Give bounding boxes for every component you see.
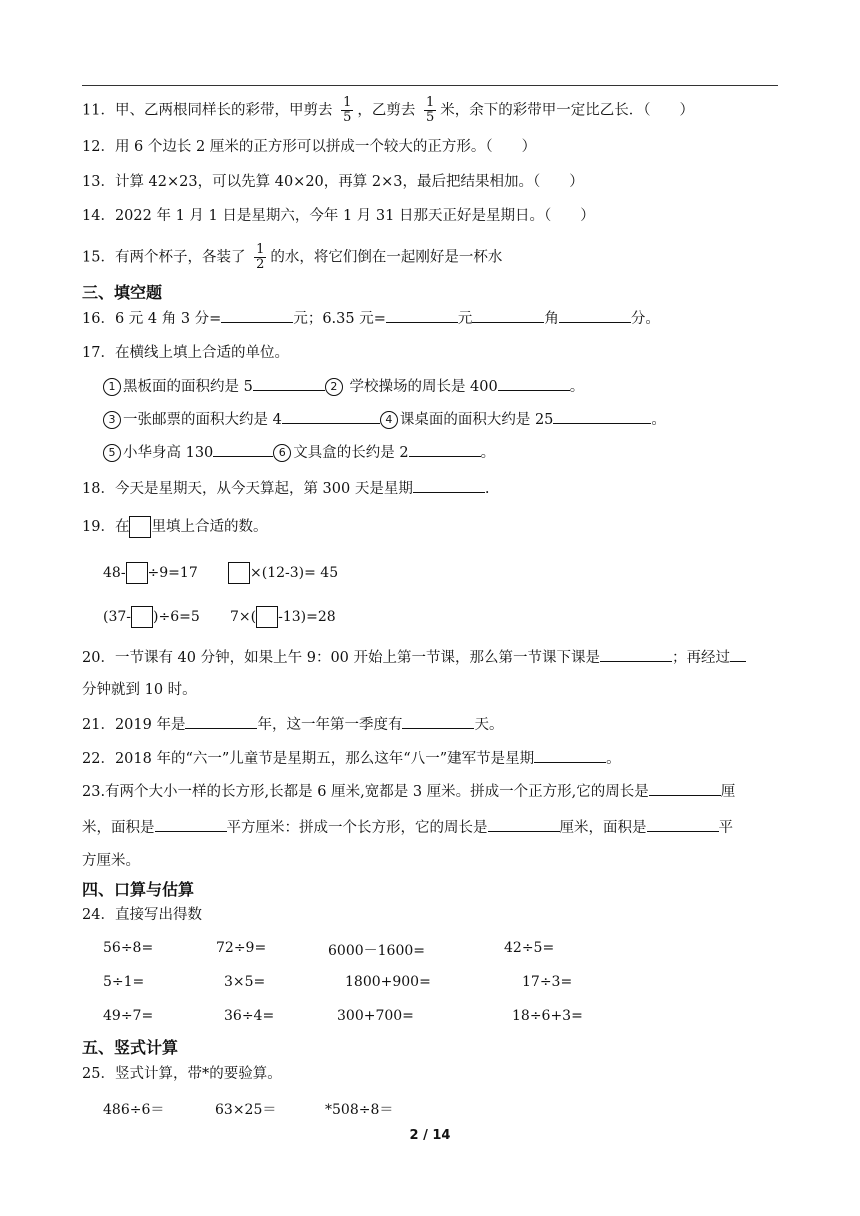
section-5-heading: 五、竖式计算 <box>82 1038 179 1057</box>
q11-text-b: ，乙剪去 <box>357 102 416 119</box>
question-21 <box>82 714 503 735</box>
q20-blank-2[interactable] <box>730 647 746 662</box>
q23-blank-3[interactable] <box>488 817 560 832</box>
q21-blank-2[interactable] <box>402 714 474 729</box>
q17-item-5: 小华身高 130 <box>123 445 214 461</box>
answer-box <box>129 516 151 538</box>
q21-text-c: 天。 <box>474 717 504 733</box>
q23-text-c: 米，面积是 <box>82 820 155 836</box>
q19-e1-a: 48- <box>103 565 126 581</box>
vertical-calc-item: 63×25＝ <box>215 1102 277 1118</box>
q17-period: 。 <box>569 379 585 395</box>
q20-text-a: 20．一节课有 40 分钟，如果上午 9：00 开始上第一节课，那么第一节课下课是 <box>82 650 601 666</box>
q17-period: 。 <box>651 412 666 428</box>
q17-blank-5[interactable] <box>213 442 273 457</box>
mental-math-item: 5÷1= <box>103 974 145 990</box>
q19-equation-3 <box>103 606 200 628</box>
q11-f2-denominator: 5 <box>425 110 435 125</box>
q11-number: 11． <box>82 102 115 119</box>
q19-text-a: 19．在 <box>82 519 130 535</box>
circled-number-4: 4 <box>380 411 398 429</box>
q16-text-b: 元；6.35 元= <box>293 311 386 327</box>
q17-item-6: 文具盒的长约是 2 <box>293 445 409 461</box>
q16-text-e: 分。 <box>630 311 660 327</box>
mental-math-item: 300+700= <box>337 1008 414 1024</box>
q17-blank-1[interactable] <box>253 376 325 391</box>
mental-math-item: 3×5= <box>224 974 266 990</box>
q15-text-a: 15．有两个杯子，各装了 <box>82 249 246 266</box>
q23-blank-4[interactable] <box>647 817 719 832</box>
mental-math-item: 6000－1600= <box>328 943 425 959</box>
answer-box[interactable] <box>126 562 148 584</box>
q22-text-b: 。 <box>606 751 621 767</box>
q19-e3-a: (37- <box>103 609 132 625</box>
q22-blank[interactable] <box>534 748 606 763</box>
q23-text-e: 厘米，面积是 <box>559 820 647 836</box>
q23-blank-1[interactable] <box>649 781 721 796</box>
q11-f1-denominator: 5 <box>343 110 352 125</box>
q23-text-b: 厘 <box>720 784 736 800</box>
answer-box[interactable] <box>228 562 250 584</box>
answer-box[interactable] <box>256 606 278 628</box>
q19-text-b: 里填上合适的数。 <box>151 519 268 535</box>
q20-blank-1[interactable] <box>600 647 672 662</box>
q17-item-2: 学校操场的周长是 400 <box>349 379 498 395</box>
circled-number-1: 1 <box>103 378 121 396</box>
question-20-line-2: 分钟就到 10 时。 <box>82 682 197 698</box>
question-13: 13．计算 42×23，可以先算 40×20，再算 2×3，最后把结果相加。（ ） <box>82 174 584 190</box>
question-11 <box>82 96 694 125</box>
q18-blank[interactable] <box>413 478 485 493</box>
section-4-heading: 四、口算与估算 <box>82 880 195 899</box>
mental-math-item: 18÷6+3= <box>512 1008 583 1024</box>
q11-text-a: 甲、乙两根同样长的彩带，甲剪去 <box>114 102 333 119</box>
q19-e3-b: )÷6=5 <box>153 609 200 625</box>
mental-math-item: 72÷9= <box>216 940 267 956</box>
q22-text-a: 22．2018 年的“六一”儿童节是星期五，那么这年“八一”建军节是星期 <box>82 751 535 767</box>
q23-blank-2[interactable] <box>155 817 227 832</box>
page-number: 2 / 14 <box>409 1128 451 1143</box>
question-19 <box>82 516 267 538</box>
circled-number-3: 3 <box>103 411 121 429</box>
question-12: 12．用 6 个边长 2 厘米的正方形可以拼成一个较大的正方形。（ ） <box>82 139 537 155</box>
q16-blank-3[interactable] <box>472 308 544 323</box>
q17-item-4: 课桌面的面积大约是 25 <box>399 412 554 428</box>
answer-box[interactable] <box>131 606 153 628</box>
section-3-heading: 三、填空题 <box>82 283 163 302</box>
q21-text-b: 年，这一年第一季度有 <box>257 717 403 733</box>
q15-fraction <box>254 243 266 272</box>
q23-text-f: 平 <box>718 820 733 836</box>
q15-text-b: 的水，将它们倒在一起刚好是一杯水 <box>270 249 503 266</box>
circled-number-2: 2 <box>325 378 343 396</box>
question-18 <box>82 478 489 499</box>
q17-period: 。 <box>480 445 496 461</box>
q11-f1-numerator: 1 <box>343 95 352 110</box>
q16-text-d: 角 <box>544 311 559 327</box>
question-22 <box>82 748 621 769</box>
q20-text-b: ；再经过 <box>672 650 731 666</box>
q16-text-a: 16．6 元 4 角 3 分= <box>82 311 222 327</box>
q19-equation-4 <box>230 606 336 628</box>
q16-text-c: 元 <box>457 311 473 327</box>
q23-text-a: 23.有两个大小一样的长方形,长都是 6 厘米,宽都是 3 厘米。拼成一个正方形,它的周长是 <box>82 784 649 800</box>
q18-text-b: . <box>484 481 490 497</box>
q11-fraction-1 <box>341 96 353 125</box>
mental-math-item: 49÷7= <box>103 1008 154 1024</box>
question-17-title: 17．在横线上填上合适的单位。 <box>82 345 289 361</box>
mental-math-item: 1800+900= <box>345 974 431 990</box>
q21-text-a: 21．2019 年是 <box>82 717 186 733</box>
circled-number-6: 6 <box>273 444 291 462</box>
q19-equation-1 <box>103 562 198 584</box>
vertical-calc-item: *508÷8＝ <box>325 1102 394 1118</box>
question-16 <box>82 308 660 329</box>
q19-equation-2 <box>228 562 338 584</box>
question-23-line-1 <box>82 781 735 802</box>
q16-blank-1[interactable] <box>221 308 293 323</box>
mental-math-item: 36÷4= <box>224 1008 275 1024</box>
q17-blank-6[interactable] <box>409 442 481 457</box>
q15-numerator: 1 <box>256 242 265 257</box>
q11-fraction-2 <box>424 96 436 125</box>
header-rule <box>82 85 778 86</box>
q23-text-d: 平方厘米：拼成一个长方形，它的周长是 <box>226 820 488 836</box>
q19-e4-b: -13)=28 <box>278 609 336 625</box>
q18-text-a: 18．今天是星期天，从今天算起，第 300 天是星期 <box>82 481 413 497</box>
q19-e2-b: ×(12-3)= 45 <box>250 565 339 581</box>
q11-f2-numerator: 1 <box>425 95 435 110</box>
q15-denominator: 2 <box>256 257 265 272</box>
q16-blank-2[interactable] <box>386 308 458 323</box>
q17-item-1: 黑板面的面积约是 5 <box>123 379 253 395</box>
q19-e4-a: 7×( <box>230 609 257 625</box>
question-25-title: 25．竖式计算，带*的要验算。 <box>82 1066 282 1082</box>
question-20-line-1 <box>82 647 746 668</box>
question-23-line-3: 方厘米。 <box>82 853 140 869</box>
q16-blank-4[interactable] <box>559 308 631 323</box>
circled-number-5: 5 <box>103 444 121 462</box>
mental-math-item: 56÷8= <box>103 940 154 956</box>
vertical-calc-item: 486÷6＝ <box>103 1102 165 1118</box>
question-17-row-2 <box>103 409 666 430</box>
question-17-row-1 <box>103 376 584 397</box>
q17-blank-4[interactable] <box>553 409 651 424</box>
q17-blank-3[interactable] <box>282 409 380 424</box>
q21-blank-1[interactable] <box>185 714 257 729</box>
question-14: 14．2022 年 1 月 1 日是星期六，今年 1 月 31 日那天正好是星期日。（ ） <box>82 208 595 224</box>
mental-math-item: 42÷5= <box>504 940 555 956</box>
question-17-row-3 <box>103 442 495 463</box>
mental-math-item: 17÷3= <box>522 974 573 990</box>
question-24-title: 24．直接写出得数 <box>82 907 202 923</box>
q19-e1-b: ÷9=17 <box>147 565 198 581</box>
question-23-line-2 <box>82 817 733 838</box>
q17-blank-2[interactable] <box>498 376 570 391</box>
q11-text-c: 米，余下的彩带甲一定比乙长．（ ） <box>440 102 694 119</box>
question-15 <box>82 243 502 272</box>
q17-item-3: 一张邮票的面积大约是 4 <box>123 412 282 428</box>
